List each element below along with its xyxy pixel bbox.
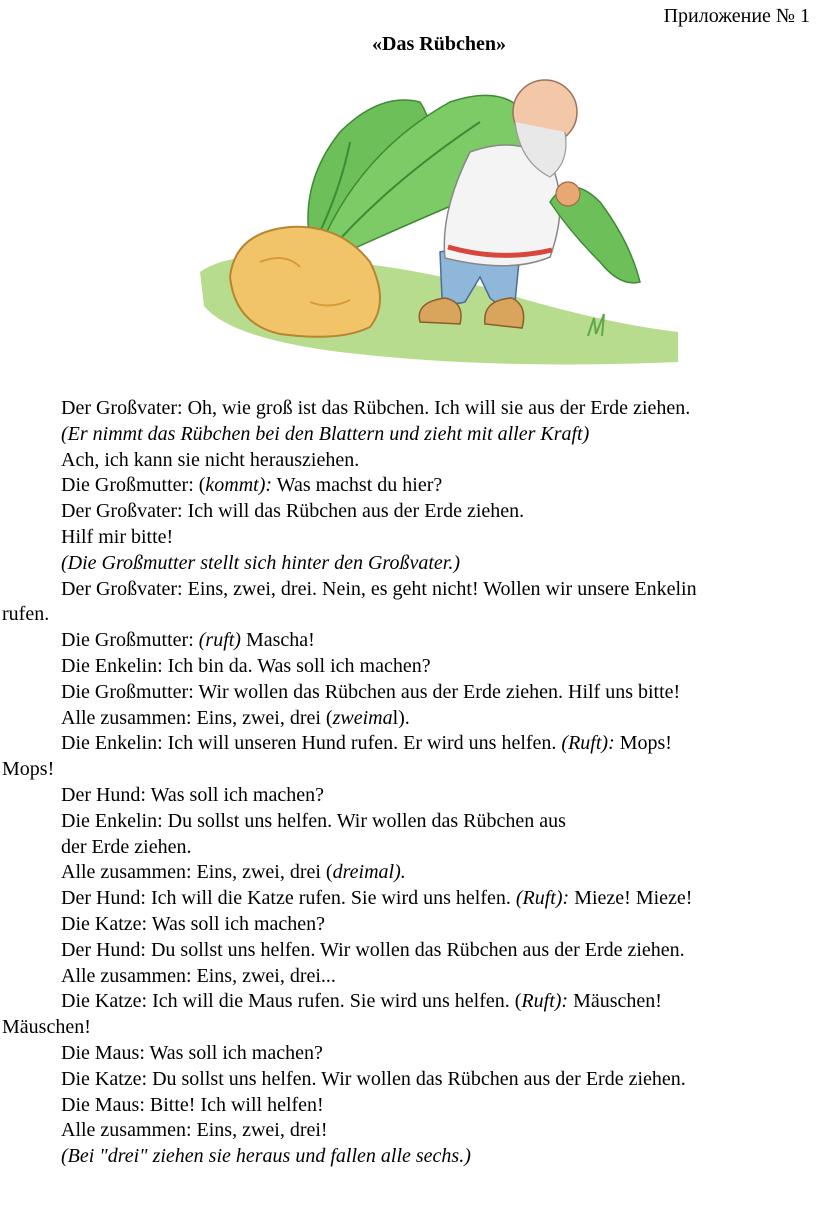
script-line [0, 422, 816, 448]
script-line [0, 680, 816, 706]
dialogue-text: Der Hund: Was soll ich machen? [61, 783, 324, 806]
dialogue-text: Alle zusammen: Eins, zwei, drei... [61, 964, 336, 987]
dialogue-text: Die Enkelin: Ich bin da. Was soll ich machen? [61, 654, 431, 677]
dialogue-text: Ach, ich kann sie nicht herausziehen. [61, 448, 360, 471]
stage-direction-text: (Ruft): [515, 887, 570, 910]
stage-direction-text: kommt): [205, 474, 273, 497]
stage-direction-text: (ruft) [198, 629, 241, 652]
dialogue-text: Die Großmutter: Wir wollen das Rübchen aus der Erde ziehen. Hilf uns bitte! [61, 680, 681, 703]
stage-direction-text: dreimal). [332, 861, 406, 884]
dialogue-text: Der Großvater: Ich will das Rübchen aus der Erde ziehen. [61, 500, 525, 523]
turnip-illustration [190, 62, 690, 370]
script-line [0, 1118, 816, 1144]
dialogue-text: Die Maus: Bitte! Ich will helfen! [61, 1093, 324, 1116]
dialogue-text: Der Großvater: Eins, zwei, drei. Nein, es geht nicht! Wollen wir unsere Enkelin [61, 577, 697, 600]
dialogue-text: Mieze! Mieze! [569, 887, 693, 910]
script-line [0, 551, 816, 577]
script-line [0, 809, 816, 835]
dialogue-text: Was machst du hier? [272, 474, 443, 497]
dialogue-text: Mäuschen! [2, 1016, 91, 1039]
script-line [0, 1093, 816, 1119]
dialogue-text: Mäuschen! [568, 990, 662, 1013]
script-line [0, 706, 816, 732]
script-line [0, 577, 816, 603]
script-line [0, 1144, 816, 1170]
dialogue-text: Die Enkelin: Du sollst uns helfen. Wir wollen das Rübchen aus [61, 809, 566, 832]
script-line [0, 783, 816, 809]
stage-direction-text: zweima [332, 706, 393, 729]
dialogue-text: Mops! [614, 732, 672, 755]
dialogue-text: Die Maus: Was soll ich machen? [61, 1041, 323, 1064]
script-line [0, 473, 816, 499]
script-line [0, 1067, 816, 1093]
dialogue-text: Die Katze: Ich will die Maus rufen. Sie wird uns helfen. ( [61, 990, 522, 1013]
script-line [0, 499, 816, 525]
dialogue-text: Die Großmutter: ( [61, 474, 206, 497]
dialogue-text: Mops! [2, 758, 55, 781]
dialogue-text: Alle zusammen: Eins, zwei, drei ( [61, 706, 333, 729]
stage-direction-text: (Die Großmutter stellt sich hinter den Großvater.) [61, 551, 461, 574]
script-line [0, 912, 816, 938]
script-line [0, 525, 816, 551]
dialogue-text: der Erde ziehen. [61, 835, 192, 858]
stage-direction-text: Ruft): [521, 990, 569, 1013]
script-line [0, 964, 816, 990]
script-line [0, 628, 816, 654]
script-line [0, 448, 816, 474]
dialogue-text: Alle zusammen: Eins, zwei, drei ( [61, 861, 333, 884]
script-line-continuation [0, 602, 816, 628]
dialogue-text: Die Katze: Was soll ich machen? [61, 912, 326, 935]
script-line [0, 396, 816, 422]
dialogue-text: Der Großvater: Oh, wie groß ist das Rübchen. Ich will sie aus der Erde ziehen. [61, 397, 691, 419]
dialogue-text: Die Enkelin: Ich will unseren Hund rufen. Er wird uns helfen. [61, 732, 562, 755]
dialogue-text: Der Hund: Du sollst uns helfen. Wir wollen das Rübchen aus der Erde ziehen. [61, 938, 685, 961]
appendix-label: Приложение № 1 [663, 5, 810, 27]
dialogue-text: Die Großmutter: [61, 629, 199, 652]
script-line [0, 989, 816, 1015]
stage-direction-text: (Er nimmt das Rübchen bei den Blattern und zieht mit aller Kraft) [61, 422, 590, 445]
script-line [0, 654, 816, 680]
dialogue-text: l). [392, 706, 410, 729]
script-line [0, 860, 816, 886]
dialogue-text: Alle zusammen: Eins, zwei, drei! [61, 1119, 328, 1142]
dialogue-text: Der Hund: Ich will die Katze rufen. Sie wird uns helfen. [61, 887, 516, 910]
script-line-continuation [0, 757, 816, 783]
page-title: «Das Rübchen» [372, 33, 506, 55]
dialogue-text: rufen. [2, 603, 50, 626]
stage-direction-text: (Bei "drei" ziehen sie heraus und fallen alle sechs.) [61, 1145, 471, 1168]
play-script [0, 396, 816, 1170]
stage-direction-text: (Ruft): [561, 732, 615, 755]
dialogue-text: Mascha! [240, 629, 315, 652]
script-line [0, 835, 816, 861]
script-line [0, 731, 816, 757]
script-line-continuation [0, 1015, 816, 1041]
script-line [0, 1041, 816, 1067]
script-line [0, 886, 816, 912]
script-line [0, 938, 816, 964]
dialogue-text: Die Katze: Du sollst uns helfen. Wir wollen das Rübchen aus der Erde ziehen. [61, 1067, 686, 1090]
dialogue-text: Hilf mir bitte! [61, 525, 174, 548]
